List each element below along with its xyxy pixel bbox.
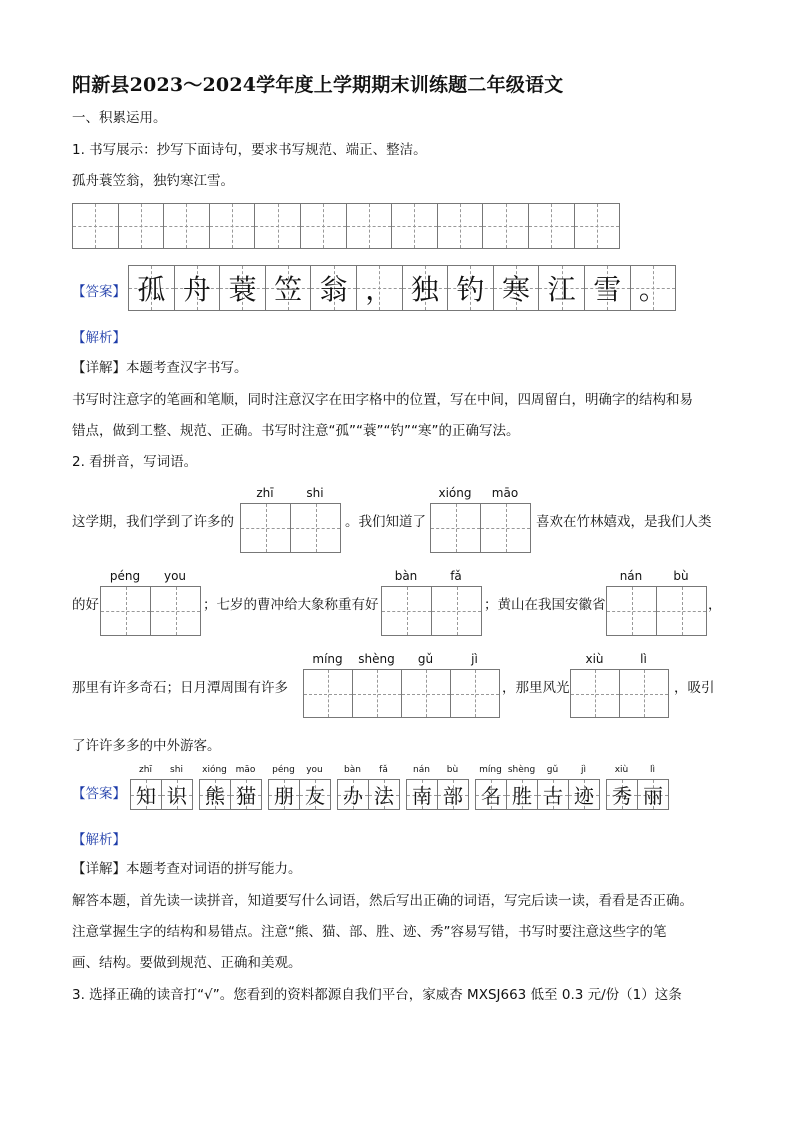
grid-char: 迹 (574, 784, 594, 808)
grid-char: 孤 (137, 273, 166, 306)
answer-pinyin: shi (170, 765, 183, 775)
grid-char: 寒 (502, 273, 531, 306)
grid-cell (231, 779, 262, 810)
grid-cell[interactable] (301, 203, 347, 249)
detail-line: 【详解】本题考查汉字书写。 (72, 360, 248, 376)
grid-cell[interactable] (164, 203, 210, 249)
sentence-text: ；黄山在我国安徽省 (484, 597, 606, 613)
answer-pinyin: bù (446, 765, 459, 775)
answer-pinyin: lì (649, 765, 655, 775)
grid-char: 。 (638, 273, 667, 306)
pinyin: māo (491, 486, 519, 500)
page-title: 阳新县2023～2024学年度上学期期末训练题二年级语文 (72, 74, 564, 96)
grid-cell[interactable] (529, 203, 575, 249)
answer-word-grids (130, 765, 690, 815)
grid-char: 友 (305, 784, 325, 808)
pinyin: gǔ (417, 652, 434, 666)
question-1-prompt: 1. 书写展示：抄写下面诗句，要求书写规范、端正、整洁。 (72, 142, 427, 158)
grid-char: 胜 (512, 784, 532, 808)
grid-char: 猫 (236, 784, 256, 808)
grid-cell[interactable] (431, 503, 481, 553)
answer-pinyin: zhī (139, 765, 152, 775)
pinyin-grid-xiuli[interactable] (570, 669, 669, 718)
question-2-prompt: 2. 看拼音，写词语。 (72, 454, 198, 470)
grid-char: 钓 (456, 273, 485, 306)
grid-char: 蓑 (228, 273, 257, 306)
sentence-text: ，吸引 (674, 680, 715, 696)
sentence-text: ，那里风光 (502, 680, 570, 696)
answer-pinyin: xióng (202, 765, 227, 775)
grid-char: 部 (443, 784, 463, 808)
explain-line: 注意掌握生字的结构和易错点。注意“熊、猫、部、胜、迹、秀”容易写错，书写时要注意这些字的笔 (72, 924, 667, 940)
grid-cell (269, 779, 300, 810)
grid-cell (585, 265, 631, 311)
grid-cell[interactable] (241, 503, 291, 553)
answer-pinyin: bàn (344, 765, 361, 775)
pinyin: nán (619, 569, 643, 583)
grid-cell[interactable] (571, 669, 620, 718)
grid-char: ， (365, 273, 394, 306)
sentence-text: 。我们知道了 (345, 514, 426, 530)
pinyin-grid-xiongmao[interactable] (430, 503, 531, 553)
grid-cell[interactable] (151, 586, 201, 636)
grid-cell[interactable] (304, 669, 353, 718)
grid-cell[interactable] (347, 203, 393, 249)
grid-cell (607, 779, 638, 810)
grid-cell (569, 779, 600, 810)
answer-pinyin: shèng (507, 765, 536, 775)
pinyin: shèng (358, 652, 395, 666)
grid-char: 雪 (593, 273, 622, 306)
grid-char: 笠 (274, 273, 303, 306)
analysis-label: 【解析】 (72, 832, 126, 848)
pinyin: you (163, 569, 187, 583)
answer-pinyin: míng (479, 765, 502, 775)
poem-line: 孤舟蓑笠翁，独钓寒江雪。 (72, 173, 234, 189)
grid-cell (403, 265, 449, 311)
grid-cell (407, 779, 438, 810)
grid-char: 翁 (319, 273, 348, 306)
grid-cell (266, 265, 312, 311)
grid-cell[interactable] (382, 586, 432, 636)
grid-cell[interactable] (657, 586, 707, 636)
grid-cell[interactable] (451, 669, 500, 718)
grid-char: 办 (343, 784, 363, 808)
grid-cell[interactable] (483, 203, 529, 249)
explain-line: 错点，做到工整、规范、正确。书写时注意“孤”“蓑”“钓”“寒”的正确写法。 (72, 423, 520, 439)
grid-char: 独 (410, 273, 439, 306)
grid-cell (200, 779, 231, 810)
sentence-text: 的好 (72, 597, 99, 613)
pinyin: shi (306, 486, 324, 500)
grid-char: 识 (167, 784, 187, 808)
pinyin-grid-pengyou[interactable] (100, 586, 201, 636)
grid-cell (162, 779, 193, 810)
explain-line: 画、结构。要做到规范、正确和美观。 (72, 955, 302, 971)
grid-cell[interactable] (607, 586, 657, 636)
grid-cell[interactable] (392, 203, 438, 249)
grid-char: 熊 (205, 784, 225, 808)
grid-char: 知 (136, 784, 156, 808)
answer-label: 【答案】 (72, 284, 126, 300)
grid-cell[interactable] (620, 669, 669, 718)
explain-line: 解答本题，首先读一读拼音，知道要写什么词语，然后写出正确的词语，写完后读一读，看看是否正确。 (72, 893, 693, 909)
sentence-text: 那里有许多奇石；日月潭周围有许多 (72, 680, 288, 696)
grid-cell[interactable] (575, 203, 621, 249)
answer-pinyin: xiù (614, 765, 629, 775)
grid-cell (507, 779, 538, 810)
grid-char: 古 (543, 784, 563, 808)
question-3-prompt: 3. 选择正确的读音打“√”。您看到的资料都源自我们平台，家威杏 MXSJ663 低至 0.3 元/份（1）这条 (72, 987, 682, 1003)
grid-cell[interactable] (255, 203, 301, 249)
pinyin-grid-mingsheng[interactable] (303, 669, 500, 718)
grid-cell (369, 779, 400, 810)
answer-pinyin: fǎ (379, 765, 388, 775)
grid-char: 秀 (612, 784, 632, 808)
grid-cell (448, 265, 494, 311)
pinyin: xióng (438, 486, 472, 500)
analysis-label: 【解析】 (72, 330, 126, 346)
grid-cell (494, 265, 540, 311)
grid-cell[interactable] (210, 203, 256, 249)
grid-cell[interactable] (291, 503, 341, 553)
pinyin: zhī (256, 486, 274, 500)
copy-grid[interactable] (72, 203, 620, 249)
pinyin-grid-nanbu[interactable] (606, 586, 707, 636)
pinyin: míng (312, 652, 343, 666)
grid-cell (539, 265, 585, 311)
pinyin: bàn (394, 569, 418, 583)
sentence-text: 这学期，我们学到了许多的 (72, 514, 234, 530)
answer-pinyin: péng (272, 765, 295, 775)
sentence-text: ， (708, 597, 722, 613)
grid-cell (338, 779, 369, 810)
grid-char: 舟 (182, 273, 211, 306)
pinyin: péng (109, 569, 141, 583)
grid-char: 朋 (274, 784, 294, 808)
answer-pinyin: nán (413, 765, 430, 775)
grid-cell (300, 779, 331, 810)
grid-cell (357, 265, 403, 311)
grid-cell (638, 779, 669, 810)
grid-cell (438, 779, 469, 810)
grid-char: 南 (412, 784, 432, 808)
answer-pinyin: gǔ (546, 765, 559, 775)
grid-cell (631, 265, 677, 311)
grid-cell[interactable] (353, 669, 402, 718)
grid-cell (476, 779, 507, 810)
grid-cell[interactable] (73, 203, 119, 249)
pinyin: xiù (585, 652, 604, 666)
grid-cell[interactable] (438, 203, 484, 249)
sentence-text: 了许许多多的中外游客。 (72, 738, 221, 754)
explain-line: 书写时注意字的笔画和笔顺，同时注意汉字在田字格中的位置，写在中间，四周留白，明确字的结构和易 (72, 392, 693, 408)
grid-char: 江 (547, 273, 576, 306)
sentence-text: ；七岁的曹冲给大象称重有好 (203, 597, 379, 613)
detail-line: 【详解】本题考查对词语的拼写能力。 (72, 861, 302, 877)
grid-cell[interactable] (432, 586, 482, 636)
grid-char: 法 (374, 784, 394, 808)
grid-cell[interactable] (119, 203, 165, 249)
pinyin: fǎ (450, 569, 462, 583)
grid-cell (129, 265, 175, 311)
answer-pinyin: māo (235, 765, 256, 775)
grid-cell[interactable] (402, 669, 451, 718)
grid-cell (220, 265, 266, 311)
grid-cell[interactable] (481, 503, 531, 553)
grid-cell (538, 779, 569, 810)
grid-cell (175, 265, 221, 311)
sentence-text: 喜欢在竹林嬉戏，是我们人类 (536, 514, 712, 530)
answer-pinyin: you (306, 765, 323, 775)
answer-label: 【答案】 (72, 786, 126, 802)
answer-grid (128, 265, 676, 311)
answer-pinyin: jì (580, 765, 586, 775)
grid-char: 丽 (643, 784, 663, 808)
pinyin: jì (471, 652, 478, 666)
section-heading: 一、积累运用。 (72, 110, 167, 126)
pinyin: bù (673, 569, 689, 583)
pinyin-grid-zhishi[interactable] (240, 503, 341, 553)
pinyin: lì (640, 652, 647, 666)
grid-cell[interactable] (101, 586, 151, 636)
grid-cell (131, 779, 162, 810)
grid-char: 名 (481, 784, 501, 808)
grid-cell (311, 265, 357, 311)
pinyin-grid-banfa[interactable] (381, 586, 482, 636)
